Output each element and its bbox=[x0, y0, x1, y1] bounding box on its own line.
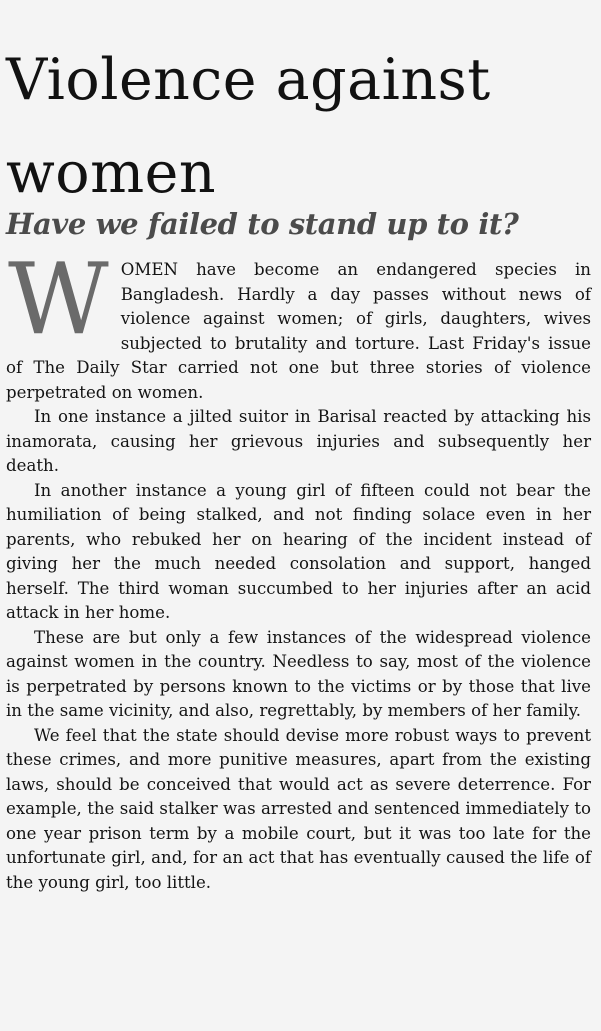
drop-cap: W bbox=[8, 243, 109, 357]
paragraph-5: We feel that the state should devise more robust ways to prevent these crimes, and more punitive measures, apart from the existing laws, should be conceived that would act as severe deterrence. For example, the said stalker was arrested and sentenced immediately to one year prison term by a mobile court, but it was too late for the unfortunate girl, and, for an act that has eventually caused the life of the young girl, too little. bbox=[6, 725, 591, 892]
article-subheadline: Have we failed to stand up to it? bbox=[6, 207, 519, 241]
paragraph-1 bbox=[6, 243, 591, 405]
paragraph-4: These are but only a few instances of the widespread violence against women in the country. Needless to say, most of the violence is perpetrated by persons known to the victims or by those that live in the same vicinity, and also, regrettably, by members of her family. bbox=[6, 627, 591, 720]
paragraph-1-text: OMEN have become an endangered species in Bangladesh. Hardly a day passes without news of violence against women; of girls, daughters, wives subjected to brutality and torture. Last Friday's issue of The Daily Star carried not one but three stories of violence perpetrated on women. bbox=[6, 260, 591, 402]
article bbox=[6, 0, 591, 1031]
paragraph-3: In another instance a young girl of fifteen could not bear the humiliation of being stalked, and not finding solace even in her parents, who rebuked her on hearing of the incident instead of giving her the much needed consolation and support, hanged herself. The third woman succumbed to her injuries after an acid attack in her home. bbox=[6, 480, 591, 622]
article-headline: Violence against women bbox=[6, 47, 491, 206]
article-body bbox=[6, 243, 591, 895]
paragraph-2: In one instance a jilted suitor in Barisal reacted by attacking his inamorata, causing her grievous injuries and subsequently her death. bbox=[6, 407, 591, 475]
